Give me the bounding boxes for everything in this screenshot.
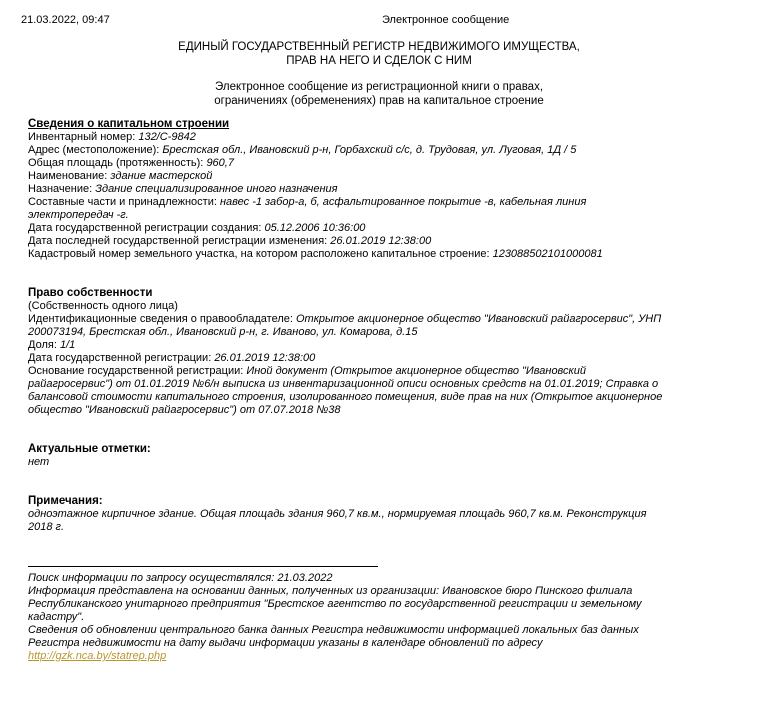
components-value-cont: электропередач -г.	[28, 209, 129, 221]
address-row	[28, 144, 728, 157]
change-date-value: 26.01.2019 12:38:00	[330, 235, 432, 247]
message-subtitle	[0, 80, 758, 108]
source-note-line-2: Республиканского унитарного предприятия "Брестское агентство по государственной регистрации и земельному	[28, 598, 642, 610]
source-note-line-1: Информация представлена на основании данных, полученных из организации: Ивановское бюро Пинского филиала	[28, 585, 633, 597]
message-subtitle-line-1: Электронное сообщение из регистрационной книги о правах,	[214, 81, 544, 93]
ownership-kind: (Собственность одного лица)	[28, 300, 178, 312]
footer	[28, 566, 728, 663]
share-value: 1/1	[59, 339, 76, 351]
change-date-row	[28, 235, 728, 248]
register-title-line-2: ПРАВ НА НЕГО И СДЕЛОК С НИМ	[286, 55, 472, 67]
document-body	[28, 118, 728, 534]
cadastral-number-label: Кадастровый номер земельного участка, на котором расположено капитальное строение:	[28, 248, 493, 260]
name-row	[28, 170, 728, 183]
notes-heading: Примечания:	[28, 495, 103, 507]
holder-label: Идентификационные сведения о правообладателе:	[28, 313, 296, 325]
registration-date-value: 26.01.2019 12:38:00	[214, 352, 316, 364]
share-label: Доля:	[28, 339, 60, 351]
basis-value-cont-1: райагросервис") от 01.01.2019 №6/н выписка из инвентаризационной описи основных средств на 01.01.2019; Справка о	[28, 378, 659, 390]
print-datetime: 21.03.2022, 09:47	[21, 14, 110, 26]
name-label: Наименование:	[28, 170, 111, 182]
actual-marks-value: нет	[28, 456, 50, 468]
update-note-line-2: Регистра недвижимости на дату выдачи информации указаны в календаре обновлений по адресу	[28, 637, 543, 649]
register-title-line-1: ЕДИНЫЙ ГОСУДАРСТВЕННЫЙ РЕГИСТР НЕДВИЖИМОГО ИМУЩЕСТВА,	[178, 41, 580, 53]
capital-building-heading: Сведения о капитальном строении	[28, 118, 230, 130]
name-value: здание мастерской	[110, 170, 213, 182]
basis-row	[28, 365, 728, 378]
registration-date-row	[28, 352, 728, 365]
holder-value-cont: 200073194, Брестская обл., Ивановский р-н, г. Иваново, ул. Комарова, д.15	[28, 326, 418, 338]
actual-marks-heading: Актуальные отметки:	[28, 443, 151, 455]
inventory-number-row	[28, 131, 728, 144]
change-date-label: Дата последней государственной регистрации изменения:	[28, 235, 331, 247]
area-value: 960,7	[206, 157, 234, 169]
creation-date-row	[28, 222, 728, 235]
share-row	[28, 339, 728, 352]
purpose-value: Здание специализированное иного назначения	[95, 183, 338, 195]
purpose-label: Назначение:	[28, 183, 96, 195]
inventory-number-label: Инвентарный номер:	[28, 131, 139, 143]
holder-value: Открытое акционерное общество "Ивановский райагросервис", УНП	[296, 313, 662, 325]
cadastral-number-row	[28, 248, 728, 261]
source-note-line-3: кадастру".	[28, 611, 85, 623]
basis-value: Иной документ (Открытое акционерное общество "Ивановский	[246, 365, 586, 377]
cadastral-number-value: 123088502101000081	[492, 248, 603, 260]
area-row	[28, 157, 728, 170]
inventory-number-value: 132/C-9842	[138, 131, 196, 143]
update-calendar-link[interactable]: http://gzk.nca.by/statrep.php	[28, 650, 167, 662]
creation-date-label: Дата государственной регистрации создания:	[28, 222, 265, 234]
components-label: Составные части и принадлежности:	[28, 196, 220, 208]
basis-value-cont-2: балансовой стоимости капитального строения, изолированного помещения, виде прав на них (Открытое акционерное	[28, 391, 663, 403]
registration-date-label: Дата государственной регистрации:	[28, 352, 215, 364]
notes-value-cont: 2018 г.	[28, 521, 65, 533]
area-label: Общая площадь (протяженность):	[28, 157, 207, 169]
search-date-note: Поиск информации по запросу осуществлялся: 21.03.2022	[28, 572, 333, 584]
creation-date-value: 05.12.2006 10:36:00	[264, 222, 366, 234]
update-note-line-1: Сведения об обновлении центрального банка данных Регистра недвижимости информацией локальных баз данных	[28, 624, 639, 636]
components-row	[28, 196, 728, 209]
purpose-row	[28, 183, 728, 196]
address-value: Брестская обл., Ивановский р-н, Горбахский с/с, д. Трудовая, ул. Луговая, 1Д / 5	[162, 144, 577, 156]
register-title	[0, 40, 758, 68]
components-value: навес -1 забор-а, б, асфальтированное покрытие -в, кабельная линия	[219, 196, 587, 208]
address-label: Адрес (местоположение):	[28, 144, 163, 156]
document-type: Электронное сообщение	[382, 14, 510, 26]
ownership-heading: Право собственности	[28, 287, 153, 299]
notes-value: одноэтажное кирпичное здание. Общая площадь здания 960,7 кв.м., нормируемая площадь 960,7 кв.м. Реконструкция	[28, 508, 647, 520]
footer-divider	[28, 566, 378, 567]
basis-value-cont-3: общество "Ивановский райагросервис") от 07.07.2018 №38	[28, 404, 341, 416]
message-subtitle-line-2: ограничениях (обременениях) прав на капитальное строение	[214, 95, 544, 107]
basis-label: Основание государственной регистрации:	[28, 365, 247, 377]
holder-row	[28, 313, 728, 326]
